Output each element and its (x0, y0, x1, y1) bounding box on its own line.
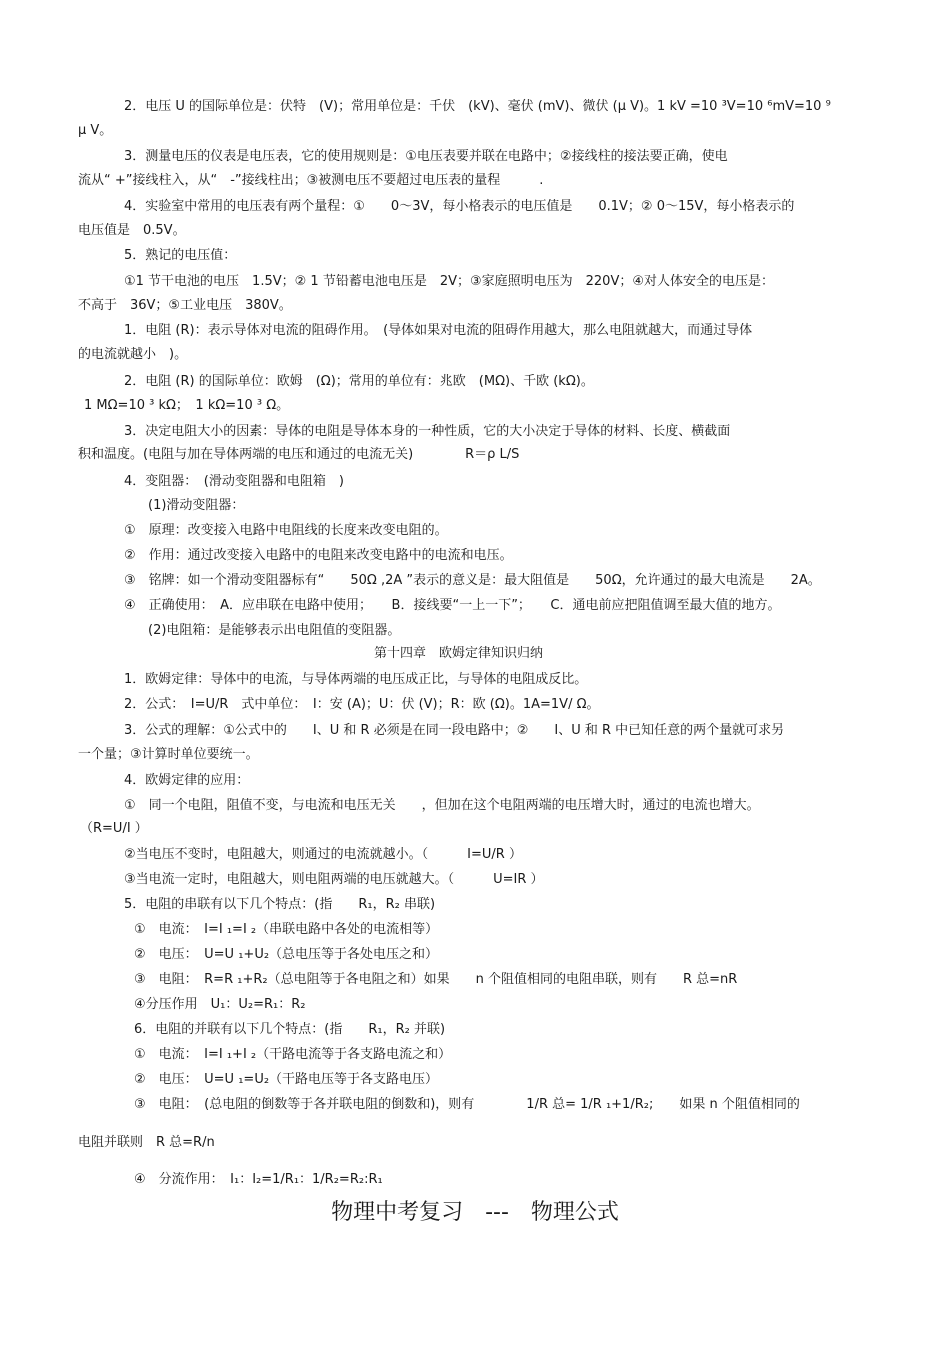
text-line: 1．欧姆定律：导体中的电流，与导体两端的电压成正比，与导体的电阻成反比。 (124, 672, 588, 687)
text-line: 1 MΩ=10 ³ kΩ； 1 kΩ=10 ³ Ω。 (84, 398, 290, 413)
text-line: ③当电流一定时，电阻越大，则电阻两端的电压就越大。（ U=IR ） (124, 872, 544, 887)
text-line: ①1 节干电池的电压 1.5V；② 1 节铅蓄电池电压是 2V；③家庭照明电压为 220V；④对人体安全的电压是： (124, 274, 774, 289)
text-line: 不高于 36V；⑤工业电压 380V。 (78, 298, 292, 313)
text-line: (1)滑动变阻器： (148, 498, 245, 513)
text-line: 4．实验室中常用的电压表有两个量程：① 0～3V，每小格表示的电压值是 0.1V；② 0～15V，每小格表示的 (124, 199, 795, 214)
text-line: ② 作用：通过改变接入电路中的电阻来改变电路中的电流和电压。 (124, 548, 513, 563)
text-line: 电压值是 0.5V。 (78, 223, 186, 238)
text-line: ③ 电阻： (总电阻的倒数等于各并联电阻的倒数和)，则有 1/R 总= 1/R ₁+1/R₂; 如果 n 个阻值相同的 (134, 1097, 800, 1112)
footer-title: 物理中考复习 --- 物理公式 (331, 1200, 619, 1225)
text-line: 2．电压 U 的国际单位是：伏特 (V)；常用单位是：千伏 (kV)、毫伏 (mV)、微伏 (μ V)。1 kV =10 ³V=10 ⁶mV=10 ⁹ (124, 99, 831, 114)
text-line: ③ 电阻： R=R ₁+R₂（总电阻等于各电阻之和）如果 n 个阻值相同的电阻串联，则有 R 总=nR (134, 972, 738, 987)
text-line: 3．决定电阻大小的因素：导体的电阻是导体本身的一种性质，它的大小决定于导体的材料、长度、横截面 (124, 424, 731, 439)
text-line: ① 原理：改变接入电路中电阻线的长度来改变电阻的。 (124, 523, 448, 538)
text-line: 1．电阻 (R)：表示导体对电流的阻碍作用。 (导体如果对电流的阻碍作用越大，那么电阻就越大，而通过导体 (124, 323, 753, 338)
text-line: 的电流就越小 )。 (78, 347, 188, 362)
text-line: ④ 正确使用： A．应串联在电路中使用； B．接线要“一上一下”； C．通电前应把阻值调至最大值的地方。 (124, 598, 781, 613)
text-line: μ V。 (78, 123, 113, 138)
text-line: ① 电流： I=I ₁+I ₂（干路电流等于各支路电流之和） (134, 1047, 452, 1062)
text-line: (2)电阻箱：是能够表示出电阻值的变阻器。 (148, 623, 401, 638)
text-line: ②当电压不变时，电阻越大，则通过的电流就越小。（ I=U/R ） (124, 847, 522, 862)
text-line: ① 同一个电阻，阻值不变，与电流和电压无关 ，但加在这个电阻两端的电压增大时，通过的电流也增大。 (124, 798, 760, 813)
chapter-heading: 第十四章 欧姆定律知识归纳 (374, 646, 544, 661)
text-line: ② 电压： U=U ₁=U₂（干路电压等于各支路电压） (134, 1072, 439, 1087)
text-line: 3．公式的理解：①公式中的 I、U 和 R 必须是在同一段电路中；② I、U 和 R 中已知任意的两个量就可求另 (124, 723, 785, 738)
text-line: 一个量；③计算时单位要统一。 (78, 747, 259, 762)
text-line: 4．变阻器： (滑动变阻器和电阻箱 ) (124, 474, 344, 489)
text-line: 3．测量电压的仪表是电压表，它的使用规则是：①电压表要并联在电路中；②接线柱的接法要正确，使电 (124, 149, 728, 164)
text-line: 6．电阻的并联有以下几个特点：(指 R₁，R₂ 并联) (134, 1022, 446, 1037)
text-line: 流从“ +”接线柱入，从“ -”接线柱出；③被测电压不要超过电压表的量程 . (78, 173, 544, 188)
text-line: 5．电阻的串联有以下几个特点：(指 R₁，R₂ 串联) (124, 897, 436, 912)
text-line: 电阻并联则 R 总=R/n (78, 1135, 215, 1150)
text-line: ③ 铭牌：如一个滑动变阻器标有“ 50Ω ,2A ”表示的意义是：最大阻值是 50Ω，允许通过的最大电流是 2A。 (124, 573, 821, 588)
text-line: ④ 分流作用： I₁：I₂=1/R₁：1/R₂=R₂:R₁ (134, 1172, 383, 1187)
text-line: ④分压作用 U₁：U₂=R₁：R₂ (134, 997, 306, 1012)
text-line: 积和温度。(电阻与加在导体两端的电压和通过的电流无关) R＝ρ L/S (78, 447, 520, 462)
text-line: 5．熟记的电压值： (124, 248, 237, 263)
text-line: ② 电压： U=U ₁+U₂（总电压等于各处电压之和） (134, 947, 439, 962)
text-line: 2．公式： I=U/R 式中单位： I：安 (A)；U：伏 (V)；R：欧 (Ω)。1A=1V/ Ω。 (124, 697, 600, 712)
text-line: ① 电流： I=I ₁=I ₂（串联电路中各处的电流相等） (134, 922, 439, 937)
text-line: 2．电阻 (R) 的国际单位：欧姆 (Ω)；常用的单位有：兆欧 (MΩ)、千欧 (kΩ)。 (124, 374, 594, 389)
text-line: （R=U/I ） (80, 821, 148, 836)
text-line: 4．欧姆定律的应用： (124, 773, 250, 788)
